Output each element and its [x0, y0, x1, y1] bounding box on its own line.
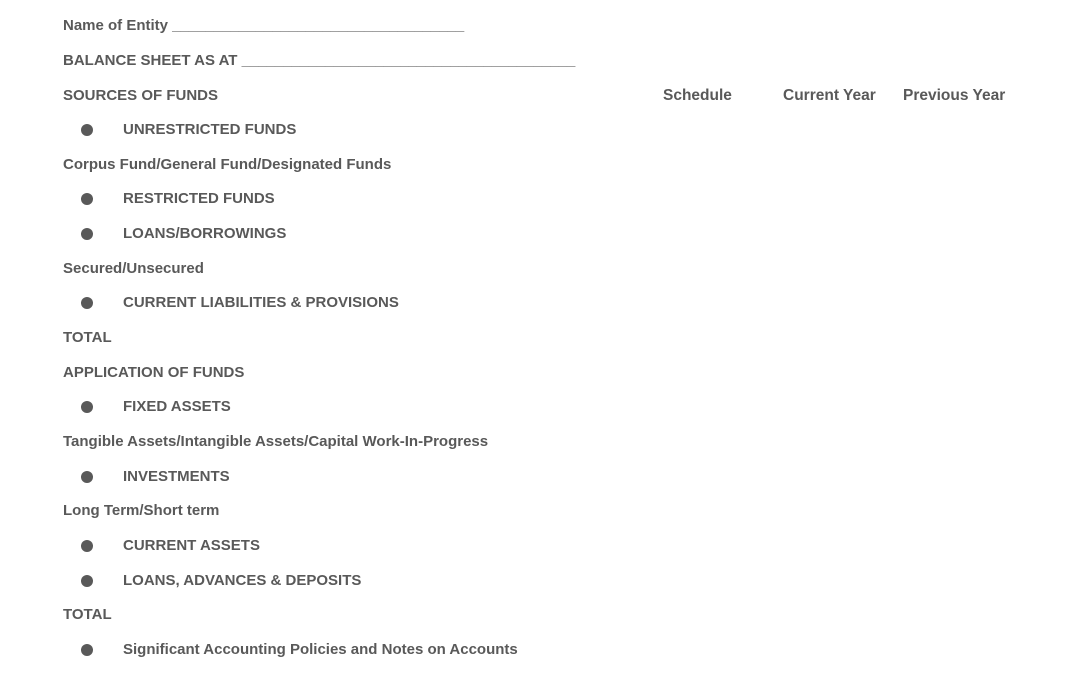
current-assets-label: CURRENT ASSETS	[123, 537, 260, 554]
bullet-icon	[81, 401, 93, 413]
unrestricted-funds-label: UNRESTRICTED FUNDS	[123, 121, 297, 138]
bullet-icon	[81, 644, 93, 656]
bullet-icon	[81, 297, 93, 309]
sources-of-funds-heading: SOURCES OF FUNDS	[63, 87, 219, 104]
unrestricted-funds-subtext: Corpus Fund/General Fund/Designated Funds	[63, 156, 392, 173]
fixed-assets-label: FIXED ASSETS	[123, 398, 231, 415]
investments-label: INVESTMENTS	[123, 468, 230, 485]
bullet-icon	[81, 193, 93, 205]
bullet-icon	[81, 228, 93, 240]
bullet-icon	[81, 575, 93, 587]
investments-subtext: Long Term/Short term	[63, 502, 220, 519]
loans-borrowings-subtext: Secured/Unsecured	[63, 260, 204, 277]
application-total-label: TOTAL	[63, 606, 112, 623]
restricted-funds-label: RESTRICTED FUNDS	[123, 190, 275, 207]
balance-sheet-date-line: BALANCE SHEET AS AT ________________________________________	[63, 52, 576, 69]
current-liabilities-label: CURRENT LIABILITIES & PROVISIONS	[123, 294, 399, 311]
bullet-icon	[81, 124, 93, 136]
application-of-funds-heading: APPLICATION OF FUNDS	[63, 364, 245, 381]
entity-name-line: Name of Entity ___________________________________	[63, 17, 465, 34]
loans-borrowings-label: LOANS/BORROWINGS	[123, 225, 287, 242]
current-year-column-header: Current Year	[783, 87, 876, 104]
sources-total-label: TOTAL	[63, 329, 112, 346]
loans-advances-deposits-label: LOANS, ADVANCES & DEPOSITS	[123, 572, 362, 589]
schedule-column-header: Schedule	[663, 87, 732, 104]
previous-year-column-header: Previous Year	[903, 87, 1006, 104]
bullet-icon	[81, 471, 93, 483]
bullet-icon	[81, 540, 93, 552]
fixed-assets-subtext: Tangible Assets/Intangible Assets/Capital Work-In-Progress	[63, 433, 489, 450]
accounting-policies-label: Significant Accounting Policies and Notes on Accounts	[123, 641, 518, 658]
